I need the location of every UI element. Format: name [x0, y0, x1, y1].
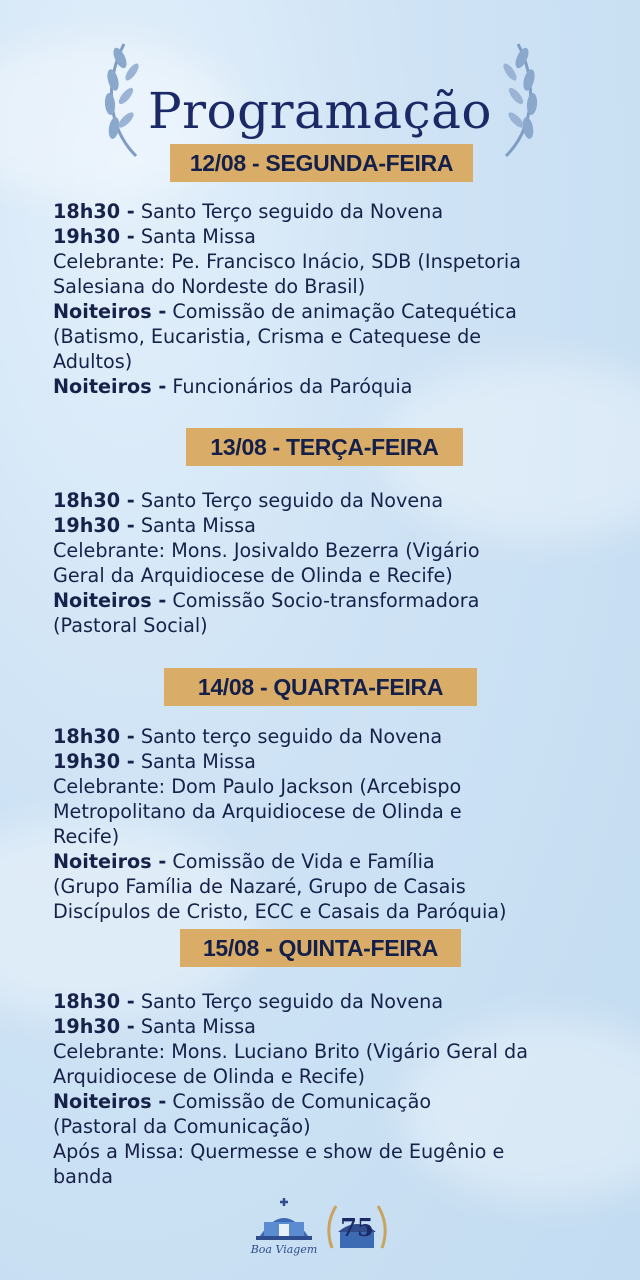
schedule-line: Celebrante: Pe. Francisco Inácio, SDB (Inspetoria: [53, 250, 521, 273]
schedule-line: Recife): [53, 825, 120, 848]
page-title: Programação: [147, 82, 492, 140]
schedule-line: 18h30 - Santo Terço seguido da Novena: [53, 489, 444, 512]
day-heading: 14/08 - QUARTA-FEIRA: [164, 668, 477, 706]
schedule-line: Celebrante: Mons. Luciano Brito (Vigário Geral da: [53, 1040, 528, 1063]
schedule-line: banda: [53, 1165, 114, 1188]
laurel-branch-icon: [494, 38, 544, 158]
anniversary-75-logo: [322, 1198, 392, 1260]
schedule-line: 19h30 - Santa Missa: [53, 514, 256, 537]
parish-logo: [246, 1196, 322, 1260]
schedule-line: Salesiana do Nordeste do Brasil): [53, 275, 366, 298]
schedule-line: (Grupo Família de Nazaré, Grupo de Casais: [53, 875, 466, 898]
footer-logos: [0, 1196, 640, 1266]
schedule-line: Celebrante: Dom Paulo Jackson (Arcebispo: [53, 775, 462, 798]
schedule-line: Geral da Arquidiocese de Olinda e Recife): [53, 564, 453, 587]
schedule-line: 18h30 - Santo terço seguido da Novena: [53, 725, 443, 748]
day-heading: 13/08 - TERÇA-FEIRA: [186, 428, 463, 466]
day-schedule: [53, 488, 613, 638]
anniversary-number: 75: [340, 1213, 374, 1242]
day-heading: 12/08 - SEGUNDA-FEIRA: [170, 144, 473, 182]
schedule-line: 19h30 - Santa Missa: [53, 750, 256, 773]
day-schedule: [53, 989, 613, 1189]
schedule-line: 18h30 - Santo Terço seguido da Novena: [53, 200, 444, 223]
schedule-line: 19h30 - Santa Missa: [53, 225, 256, 248]
schedule-line: Noiteiros - Comissão Socio-transformadora: [53, 589, 480, 612]
schedule-line: Adultos): [53, 350, 133, 373]
schedule-line: (Pastoral Social): [53, 614, 208, 637]
schedule-line: Noiteiros - Comissão de Comunicação: [53, 1090, 432, 1113]
title-header: [0, 30, 640, 160]
schedule-line: Celebrante: Mons. Josivaldo Bezerra (Vigário: [53, 539, 480, 562]
schedule-line: (Pastoral da Comunicação): [53, 1115, 311, 1138]
schedule-line: Noiteiros - Comissão de Vida e Família: [53, 850, 435, 873]
schedule-line: (Batismo, Eucaristia, Crisma e Catequese de: [53, 325, 482, 348]
schedule-line: Noiteiros - Funcionários da Paróquia: [53, 375, 413, 398]
schedule-line: Noiteiros - Comissão de animação Catequética: [53, 300, 517, 323]
parish-logo-text: Boa Viagem: [250, 1243, 318, 1256]
schedule-line: 19h30 - Santa Missa: [53, 1015, 256, 1038]
day-schedule: [53, 199, 613, 399]
schedule-line: Arquidiocese de Olinda e Recife): [53, 1065, 366, 1088]
day-heading: 15/08 - QUINTA-FEIRA: [180, 929, 461, 967]
day-schedule: [53, 724, 613, 924]
schedule-line: Discípulos de Cristo, ECC e Casais da Paróquia): [53, 900, 507, 923]
schedule-line: 18h30 - Santo Terço seguido da Novena: [53, 990, 444, 1013]
schedule-line: Após a Missa: Quermesse e show de Eugênio e: [53, 1140, 505, 1163]
schedule-line: Metropolitano da Arquidiocese de Olinda e: [53, 800, 462, 823]
